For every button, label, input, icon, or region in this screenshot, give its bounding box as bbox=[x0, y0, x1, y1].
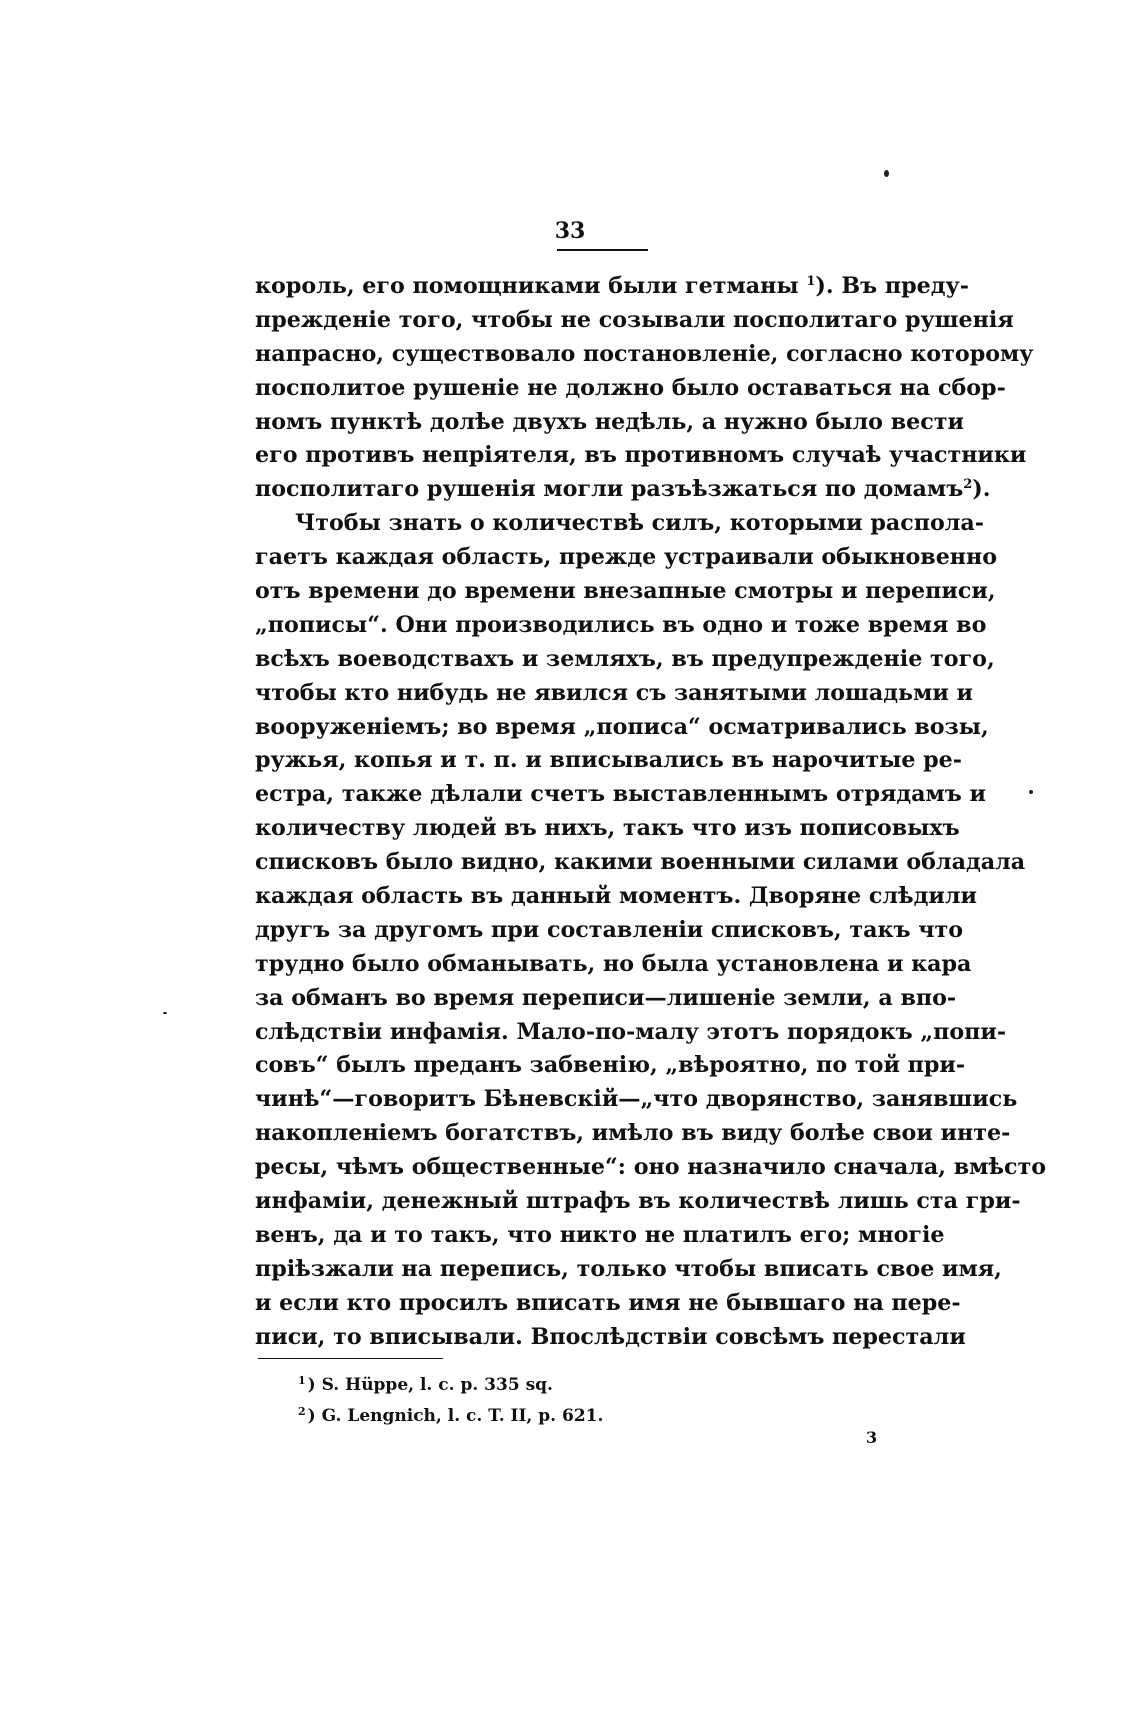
text-line: писи, то вписывали. Впослѣдствіи совсѣмъ перестали bbox=[255, 1323, 966, 1350]
text-line: другъ за другомъ при составленіи списковъ, такъ что bbox=[255, 916, 964, 943]
footnote-ref-1: 1 bbox=[806, 274, 816, 289]
body-text bbox=[255, 270, 1047, 1355]
text-line: чтобы кто нибудь не явился съ занятыми лошадьми и bbox=[255, 679, 974, 706]
footnote-mark: 2 bbox=[298, 1405, 306, 1418]
scan-speck bbox=[884, 170, 889, 177]
footnote-ref-2: 2 bbox=[963, 477, 973, 493]
text-line: его противъ непріятеля, въ противномъ случаѣ участники bbox=[255, 442, 1027, 469]
text-line: Чтобы знать о количествѣ силъ, которыми распола- bbox=[295, 510, 985, 537]
text-line: король, его помощниками были гетманы $^1$). Въ преду- bbox=[255, 273, 969, 299]
text-line: совъ“ былъ преданъ забвенію, „вѣроятно, по той при- bbox=[255, 1052, 966, 1079]
text-line: ружья, копья и т. п. и вписывались въ нарочитые ре- bbox=[255, 747, 963, 774]
scan-speck bbox=[1029, 790, 1033, 794]
text-line: гаетъ каждая область, прежде устраивали обыкновенно bbox=[255, 544, 998, 571]
text-line: всѣхъ воеводствахъ и земляхъ, въ предупрежденіе того, bbox=[255, 645, 995, 672]
text-line: трудно было обманывать, но была установлена и кара bbox=[255, 950, 972, 977]
text-line: инфаміи, денежный штрафъ въ количествѣ лишь ста гри- bbox=[255, 1188, 1021, 1215]
text-line: отъ времени до времени внезапные смотры и переписи, bbox=[255, 578, 996, 605]
footnote-1 bbox=[298, 1365, 603, 1396]
text-line: естра, также дѣлали счетъ выставленнымъ отрядамъ и bbox=[255, 781, 986, 808]
text-line: прежденіе того, чтобы не созывали посполитаго рушенія bbox=[255, 306, 1014, 333]
text-line: вооруженіемъ; во время „пописа“ осматривались возы, bbox=[255, 713, 989, 740]
scan-speck bbox=[163, 1012, 167, 1014]
text-line: накопленіемъ богатствъ, имѣло въ виду болѣе свои инте- bbox=[255, 1120, 1011, 1147]
footnotes bbox=[298, 1365, 603, 1427]
text-line: напрасно, существовало постановленіе, согласно которому bbox=[255, 340, 1034, 367]
header-rule bbox=[557, 249, 648, 251]
text-line: „пописы“. Они производились въ одно и тоже время во bbox=[255, 611, 987, 638]
footnote-text: ) G. Lengnich, l. c. T. II, p. 621. bbox=[307, 1406, 604, 1426]
text-line: номъ пунктѣ долѣе двухъ недѣль, а нужно было вести bbox=[255, 408, 964, 435]
footnote-text: ) S. Hüppe, l. c. p. 335 sq. bbox=[307, 1375, 553, 1395]
text-line: и если кто просилъ вписать имя не бывшаго на пере- bbox=[255, 1289, 961, 1316]
footnote-mark: 1 bbox=[298, 1374, 306, 1387]
text-line: количеству людей въ нихъ, такъ что изъ пописовыхъ bbox=[255, 815, 960, 842]
text-line: посполитаго рушенія могли разъѣзжаться по домамъ$^2$). bbox=[255, 476, 991, 503]
text-line: посполитое рушеніе не должно было оставаться на сбор- bbox=[255, 374, 1006, 401]
page-number: 33 bbox=[554, 218, 586, 244]
text-line: венъ, да и то такъ, что никто не платилъ его; многіе bbox=[255, 1221, 945, 1248]
text-line: пріѣзжали на перепись, только чтобы вписать свое имя, bbox=[255, 1255, 1002, 1282]
text-line: слѣдствіи инфамія. Мало-по-малу этотъ порядокъ „попи- bbox=[255, 1018, 1007, 1045]
signature-mark: 3 bbox=[866, 1428, 878, 1447]
text-line: за обманъ во время переписи—лишеніе земли, а впо- bbox=[255, 984, 957, 1011]
text-line: списковъ было видно, какими военными силами обладала bbox=[255, 849, 1026, 876]
footnote-rule bbox=[258, 1358, 443, 1359]
text-line: чинѣ“—говоритъ Бѣневскій—„что дворянство, занявшись bbox=[255, 1086, 1018, 1113]
text-line: ресы, чѣмъ общественные“: оно назначило сначала, вмѣсто bbox=[255, 1154, 1047, 1181]
footnote-2 bbox=[298, 1396, 603, 1427]
text-line: каждая область въ данный моментъ. Дворяне слѣдили bbox=[255, 883, 977, 910]
